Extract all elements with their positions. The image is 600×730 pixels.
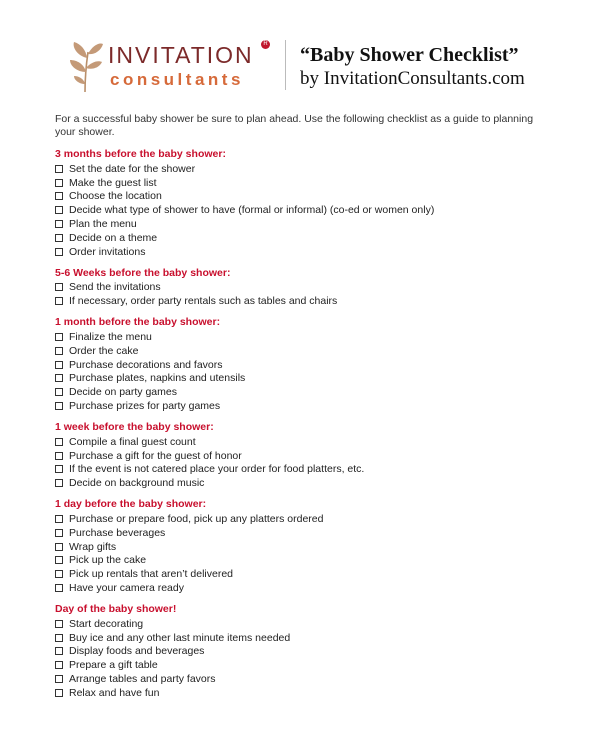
checkbox[interactable] (55, 675, 63, 683)
section-title: 3 months before the baby shower: (55, 148, 226, 160)
checklist-item (55, 658, 535, 672)
checklist-item-label: Decide what type of shower to have (formal or informal) (co-ed or women only) (69, 204, 435, 217)
checklist-item (55, 399, 535, 413)
checklist-item-label: Pick up the cake (69, 554, 147, 567)
checklist-item (55, 358, 535, 372)
checkbox[interactable] (55, 452, 63, 460)
checklist-item-label: Order invitations (69, 245, 146, 258)
checklist-item-label: Plan the menu (69, 218, 137, 231)
checklist-item-label: Buy ice and any other last minute items needed (69, 631, 291, 644)
header-divider (285, 40, 286, 90)
checklist-item (55, 344, 535, 358)
checklist-item-label: Display foods and beverages (69, 645, 205, 658)
checklist-section (55, 148, 535, 259)
checklist-section (55, 267, 535, 309)
checklist-item (55, 631, 535, 645)
checklist-item (55, 245, 535, 259)
checklist-item-label: If the event is not catered place your order for food platters, etc. (69, 463, 365, 476)
checklist-item (55, 526, 535, 540)
checklist-sections (55, 148, 535, 700)
checklist-item-label: Purchase plates, napkins and utensils (69, 372, 246, 385)
checklist-item (55, 203, 535, 217)
checkbox[interactable] (55, 179, 63, 187)
checklist-item (55, 540, 535, 554)
checklist-item-label: Start decorating (69, 617, 144, 630)
checklist-item-label: Purchase beverages (69, 526, 166, 539)
checklist-item-label: Purchase a gift for the guest of honor (69, 449, 242, 462)
intro-text: For a successful baby shower be sure to plan ahead. Use the following checklist as a guide to planning your shower. (55, 113, 534, 138)
checklist-item-label: Choose the location (69, 190, 162, 203)
checklist-item-label: Compile a final guest count (69, 435, 196, 448)
checklist-item (55, 385, 535, 399)
checklist-item-label: Prepare a gift table (69, 659, 158, 672)
registered-mark: R (261, 40, 270, 49)
company-logo (64, 38, 274, 94)
checklist-item (55, 512, 535, 526)
checklist-item (55, 463, 535, 477)
checkbox[interactable] (55, 438, 63, 446)
checkbox[interactable] (55, 283, 63, 291)
checklist-item-label: Purchase decorations and favors (69, 358, 223, 371)
title-block (300, 44, 525, 90)
checkbox[interactable] (55, 620, 63, 628)
checkbox[interactable] (55, 515, 63, 523)
checklist-item (55, 372, 535, 386)
checklist-item-label: Purchase prizes for party games (69, 400, 221, 413)
checklist-item-label: Wrap gifts (69, 540, 117, 553)
checkbox[interactable] (55, 192, 63, 200)
checklist-item (55, 449, 535, 463)
checklist-item-label: Decide on party games (69, 386, 177, 399)
checklist-section (55, 603, 535, 700)
checklist-item-label: Send the invitations (69, 281, 161, 294)
checklist-item-label: Order the cake (69, 344, 139, 357)
checklist-item (55, 435, 535, 449)
page-title: “Baby Shower Checklist” (300, 44, 519, 66)
checkbox[interactable] (55, 206, 63, 214)
section-title: 1 month before the baby shower: (55, 316, 221, 329)
checkbox[interactable] (55, 689, 63, 697)
checklist-item-label: Make the guest list (69, 176, 157, 189)
checkbox[interactable] (55, 297, 63, 305)
checklist-item-label: Arrange tables and party favors (69, 673, 216, 685)
checkbox[interactable] (55, 347, 63, 355)
checklist-item (55, 281, 535, 295)
section-title: 5-6 Weeks before the baby shower: (55, 266, 231, 279)
checkbox[interactable] (55, 234, 63, 242)
checklist-item (55, 176, 535, 190)
checklist-item (55, 330, 535, 344)
checklist-item-label: Decide on background music (69, 477, 205, 490)
checklist-item-label: If necessary, order party rentals such as tables and chairs (69, 295, 338, 308)
checkbox[interactable] (55, 543, 63, 551)
section-title: Day of the baby shower! (55, 602, 177, 615)
checkbox[interactable] (55, 556, 63, 564)
checklist-item-label: Finalize the menu (69, 331, 152, 344)
checkbox[interactable] (55, 361, 63, 369)
checkbox[interactable] (55, 402, 63, 410)
checklist-item (55, 581, 535, 595)
checklist-item-label: Pick up rentals that aren’t delivered (69, 568, 234, 581)
checklist-item (55, 231, 535, 245)
checkbox[interactable] (55, 529, 63, 537)
checklist-item-label: Purchase or prepare food, pick up any platters ordered (69, 513, 324, 526)
checkbox[interactable] (55, 479, 63, 487)
checklist-item (55, 567, 535, 581)
section-title: 1 day before the baby shower: (55, 498, 207, 511)
checkbox[interactable] (55, 165, 63, 173)
checkbox[interactable] (55, 661, 63, 669)
checklist-item-label: Have your camera ready (69, 582, 184, 595)
checklist-section (55, 316, 535, 413)
checklist-item-label: Relax and have fun (69, 686, 160, 699)
checkbox[interactable] (55, 220, 63, 228)
checklist-item-label: Decide on a theme (69, 231, 158, 244)
checkbox[interactable] (55, 465, 63, 473)
checklist-item (55, 162, 535, 176)
checklist-item-label: Set the date for the shower (69, 162, 196, 175)
checklist-item (55, 476, 535, 490)
checkbox[interactable] (55, 570, 63, 578)
checklist-content (55, 113, 535, 708)
checkbox[interactable] (55, 584, 63, 592)
checklist-section (55, 498, 535, 595)
checkbox[interactable] (55, 248, 63, 256)
checklist-item (55, 217, 535, 231)
checklist-item (55, 617, 535, 631)
section-title: 1 week before the baby shower: (55, 420, 214, 433)
leaf-sprig-icon (64, 38, 106, 94)
page-subtitle: by InvitationConsultants.com (300, 68, 525, 89)
checkbox[interactable] (55, 634, 63, 642)
page-header (0, 0, 600, 110)
logo-wordmark-top: INVITATION (108, 42, 254, 68)
checklist-item (55, 190, 535, 204)
checklist-item (55, 686, 535, 700)
checkbox[interactable] (55, 333, 63, 341)
checkbox[interactable] (55, 374, 63, 382)
checklist-item (55, 672, 535, 686)
checkbox[interactable] (55, 647, 63, 655)
checklist-item (55, 294, 535, 308)
logo-wordmark-bottom: consultants (110, 70, 244, 89)
checklist-item (55, 645, 535, 659)
checkbox[interactable] (55, 388, 63, 396)
checklist-item (55, 554, 535, 568)
checklist-section (55, 421, 535, 490)
